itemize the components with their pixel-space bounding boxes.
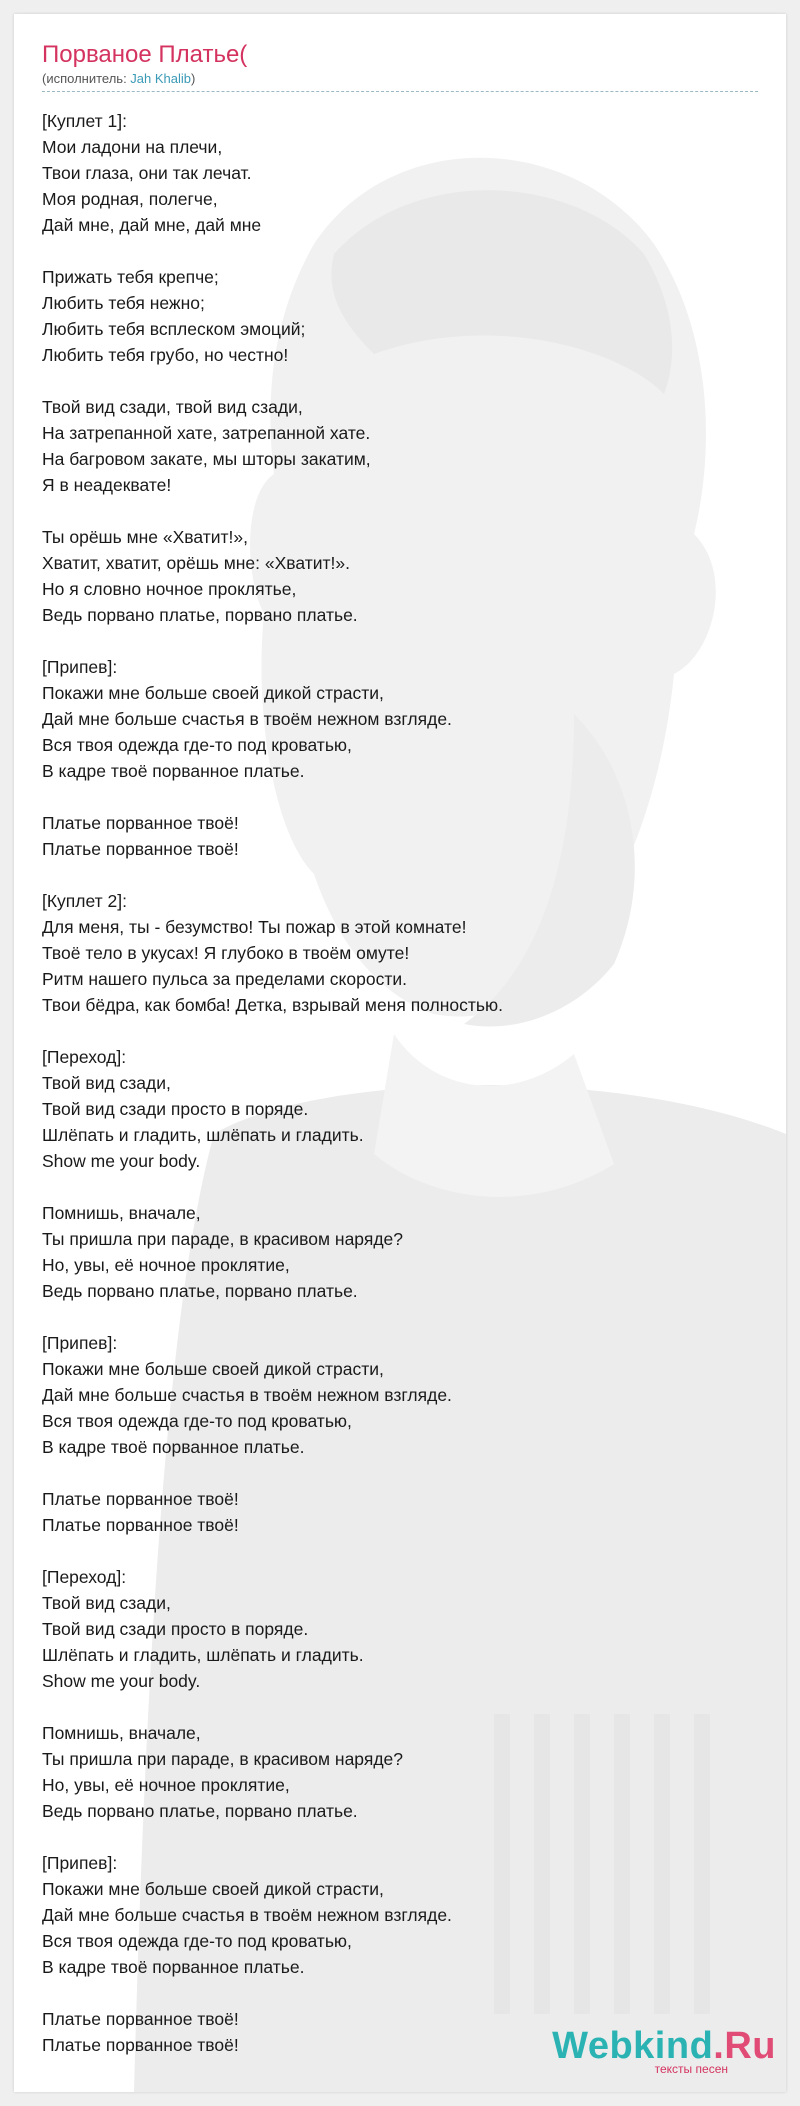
lyrics-blank-line [42, 1304, 742, 1330]
lyrics-line: Ведь порвано платье, порвано платье. [42, 605, 358, 625]
logo-name: Webkind [552, 2025, 714, 2067]
lyrics-line: Для меня, ты - безумство! Ты пожар в этой комнате! [42, 917, 467, 937]
lyrics-line: Помнишь, вначале, [42, 1723, 201, 1743]
lyrics-line: [Куплет 2]: [42, 891, 127, 911]
lyrics-line: Прижать тебя крепче; [42, 267, 219, 287]
lyrics-line: [Куплет 1]: [42, 111, 127, 131]
lyrics-blank-line [42, 862, 742, 888]
song-header [42, 40, 758, 92]
lyrics-blank-line [42, 1460, 742, 1486]
lyrics-line: Твой вид сзади, [42, 1073, 171, 1093]
lyrics-line: Платье порванное твоё! [42, 2009, 239, 2029]
logo-tagline: тексты песен [654, 2062, 728, 2076]
lyrics-line: Дай мне больше счастья в твоём нежном взгляде. [42, 1385, 452, 1405]
artist-line [42, 70, 758, 92]
lyrics-page [14, 14, 786, 2092]
lyrics-line: Платье порванное твоё! [42, 2035, 239, 2055]
webkind-logo[interactable] [552, 2024, 776, 2086]
lyrics-line: Твой вид сзади, [42, 1593, 171, 1613]
artist-link[interactable]: Jah Khalib [130, 71, 192, 86]
lyrics-line: Платье порванное твоё! [42, 839, 239, 859]
lyrics-blank-line [42, 1174, 742, 1200]
lyrics-line: Хватит, хватит, орёшь мне: «Хватит!». [42, 553, 350, 573]
lyrics-line: Ведь порвано платье, порвано платье. [42, 1801, 358, 1821]
lyrics-line: Мои ладони на плечи, [42, 137, 223, 157]
lyrics-line: Шлёпать и гладить, шлёпать и гладить. [42, 1645, 364, 1665]
lyrics-line: Дай мне больше счастья в твоём нежном взгляде. [42, 709, 452, 729]
artist-suffix: ) [191, 71, 196, 86]
lyrics-line: Вся твоя одежда где-то под кроватью, [42, 1411, 352, 1431]
lyrics-blank-line [42, 784, 742, 810]
lyrics-line: Твои бёдра, как бомба! Детка, взрывай меня полностью. [42, 995, 503, 1015]
lyrics-line: Дай мне, дай мне, дай мне [42, 215, 262, 235]
lyrics-blank-line [42, 1018, 742, 1044]
lyrics-line: [Переход]: [42, 1047, 127, 1067]
lyrics-blank-line [42, 368, 742, 394]
lyrics-blank-line [42, 628, 742, 654]
lyrics-line: Твой вид сзади просто в поряде. [42, 1099, 309, 1119]
lyrics-line: Твои глаза, они так лечат. [42, 163, 252, 183]
lyrics-blank-line [42, 1824, 742, 1850]
lyrics-line: Платье порванное твоё! [42, 813, 239, 833]
lyrics-line: Ты пришла при параде, в красивом наряде? [42, 1749, 403, 1769]
lyrics-line: Покажи мне больше своей дикой страсти, [42, 1879, 384, 1899]
lyrics-blank-line [42, 1538, 742, 1564]
lyrics-line: Твой вид сзади просто в поряде. [42, 1619, 309, 1639]
lyrics-blank-line [42, 498, 742, 524]
lyrics-line: В кадре твоё порванное платье. [42, 1957, 305, 1977]
lyrics-line: На затрепанной хате, затрепанной хате. [42, 423, 371, 443]
lyrics-line: На багровом закате, мы шторы закатим, [42, 449, 371, 469]
lyrics-line: Дай мне больше счастья в твоём нежном взгляде. [42, 1905, 452, 1925]
logo-tld: .Ru [713, 2025, 776, 2067]
lyrics-blank-line [42, 238, 742, 264]
lyrics-line: [Припев]: [42, 1853, 118, 1873]
lyrics-text [42, 108, 742, 2058]
lyrics-line: Любить тебя грубо, но честно! [42, 345, 289, 365]
lyrics-line: Любить тебя всплеском эмоций; [42, 319, 306, 339]
lyrics-line: [Переход]: [42, 1567, 127, 1587]
lyrics-line: Но, увы, её ночное проклятие, [42, 1775, 290, 1795]
lyrics-line: Ритм нашего пульса за пределами скорости. [42, 969, 407, 989]
lyrics-line: [Припев]: [42, 657, 118, 677]
lyrics-line: Вся твоя одежда где-то под кроватью, [42, 1931, 352, 1951]
lyrics-line: В кадре твоё порванное платье. [42, 761, 305, 781]
lyrics-line: Но, увы, её ночное проклятие, [42, 1255, 290, 1275]
lyrics-line: Ведь порвано платье, порвано платье. [42, 1281, 358, 1301]
lyrics-line: Ты пришла при параде, в красивом наряде? [42, 1229, 403, 1249]
lyrics-line: Платье порванное твоё! [42, 1489, 239, 1509]
lyrics-line: Show me your body. [42, 1151, 201, 1171]
lyrics-line: Вся твоя одежда где-то под кроватью, [42, 735, 352, 755]
lyrics-blank-line [42, 1694, 742, 1720]
lyrics-line: Я в неадеквате! [42, 475, 172, 495]
lyrics-line: Помнишь, вначале, [42, 1203, 201, 1223]
lyrics-line: Твой вид сзади, твой вид сзади, [42, 397, 303, 417]
lyrics-line: Но я словно ночное проклятье, [42, 579, 297, 599]
lyrics-line: Твоё тело в укусах! Я глубоко в твоём омуте! [42, 943, 410, 963]
lyrics-line: Покажи мне больше своей дикой страсти, [42, 1359, 384, 1379]
lyrics-line: Моя родная, полегче, [42, 189, 218, 209]
lyrics-line: Show me your body. [42, 1671, 201, 1691]
lyrics-line: Платье порванное твоё! [42, 1515, 239, 1535]
artist-prefix: (исполнитель: [42, 71, 131, 86]
lyrics-line: Ты орёшь мне «Хватит!», [42, 527, 248, 547]
lyrics-line: Шлёпать и гладить, шлёпать и гладить. [42, 1125, 364, 1145]
lyrics-line: Любить тебя нежно; [42, 293, 205, 313]
lyrics-line: Покажи мне больше своей дикой страсти, [42, 683, 384, 703]
lyrics-line: [Припев]: [42, 1333, 118, 1353]
lyrics-line: В кадре твоё порванное платье. [42, 1437, 305, 1457]
lyrics-blank-line [42, 1980, 742, 2006]
song-title: Порваное Платье( [42, 41, 248, 68]
